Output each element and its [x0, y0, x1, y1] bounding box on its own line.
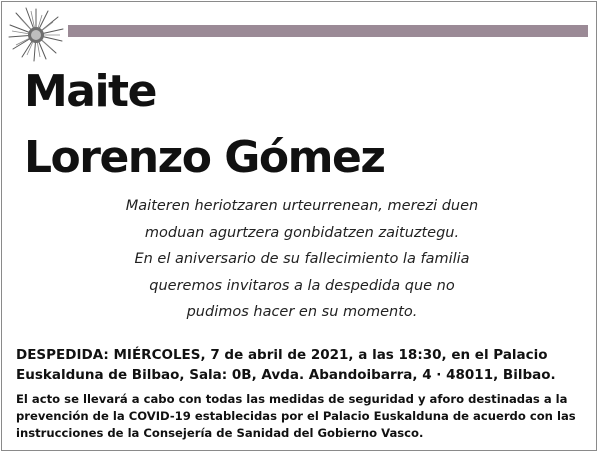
message-line: Maiteren heriotzaren urteurrenean, merezi duen [125, 198, 479, 214]
covid-line: prevención de la COVID-19 establecidas por el Palacio Euskalduna de acuerdo con las [16, 409, 576, 423]
memorial-message [92, 193, 512, 326]
covid-notice [16, 391, 588, 442]
deceased-last-names: Lorenzo Gómez [24, 132, 385, 183]
covid-line: El acto se llevará a cabo con todas las medidas de seguridad y aforo destinadas a la [16, 392, 568, 406]
header-band [68, 25, 588, 37]
covid-line: instrucciones de la Consejería de Sanidad del Gobierno Vasco. [16, 426, 424, 440]
details-line: Euskalduna de Bilbao, Sala: 0B, Avda. Abandoibarra, 4 · 48011, Bilbao. [16, 367, 556, 383]
message-line: pudimos hacer en su momento. [186, 304, 418, 320]
message-line: En el aniversario de su fallecimiento la familia [134, 251, 470, 267]
message-line: moduan agurtzera gonbidatzen zaituztegu. [144, 224, 460, 241]
thistle-flower-icon [6, 5, 66, 63]
details-line: DESPEDIDA: MIÉRCOLES, 7 de abril de 2021, a las 18:30, en el Palacio [16, 347, 548, 363]
message-line: queremos invitaros a la despedida que no [149, 277, 455, 294]
deceased-first-name: Maite [24, 66, 156, 117]
obituary-notice [1, 1, 597, 451]
farewell-details [16, 345, 588, 385]
